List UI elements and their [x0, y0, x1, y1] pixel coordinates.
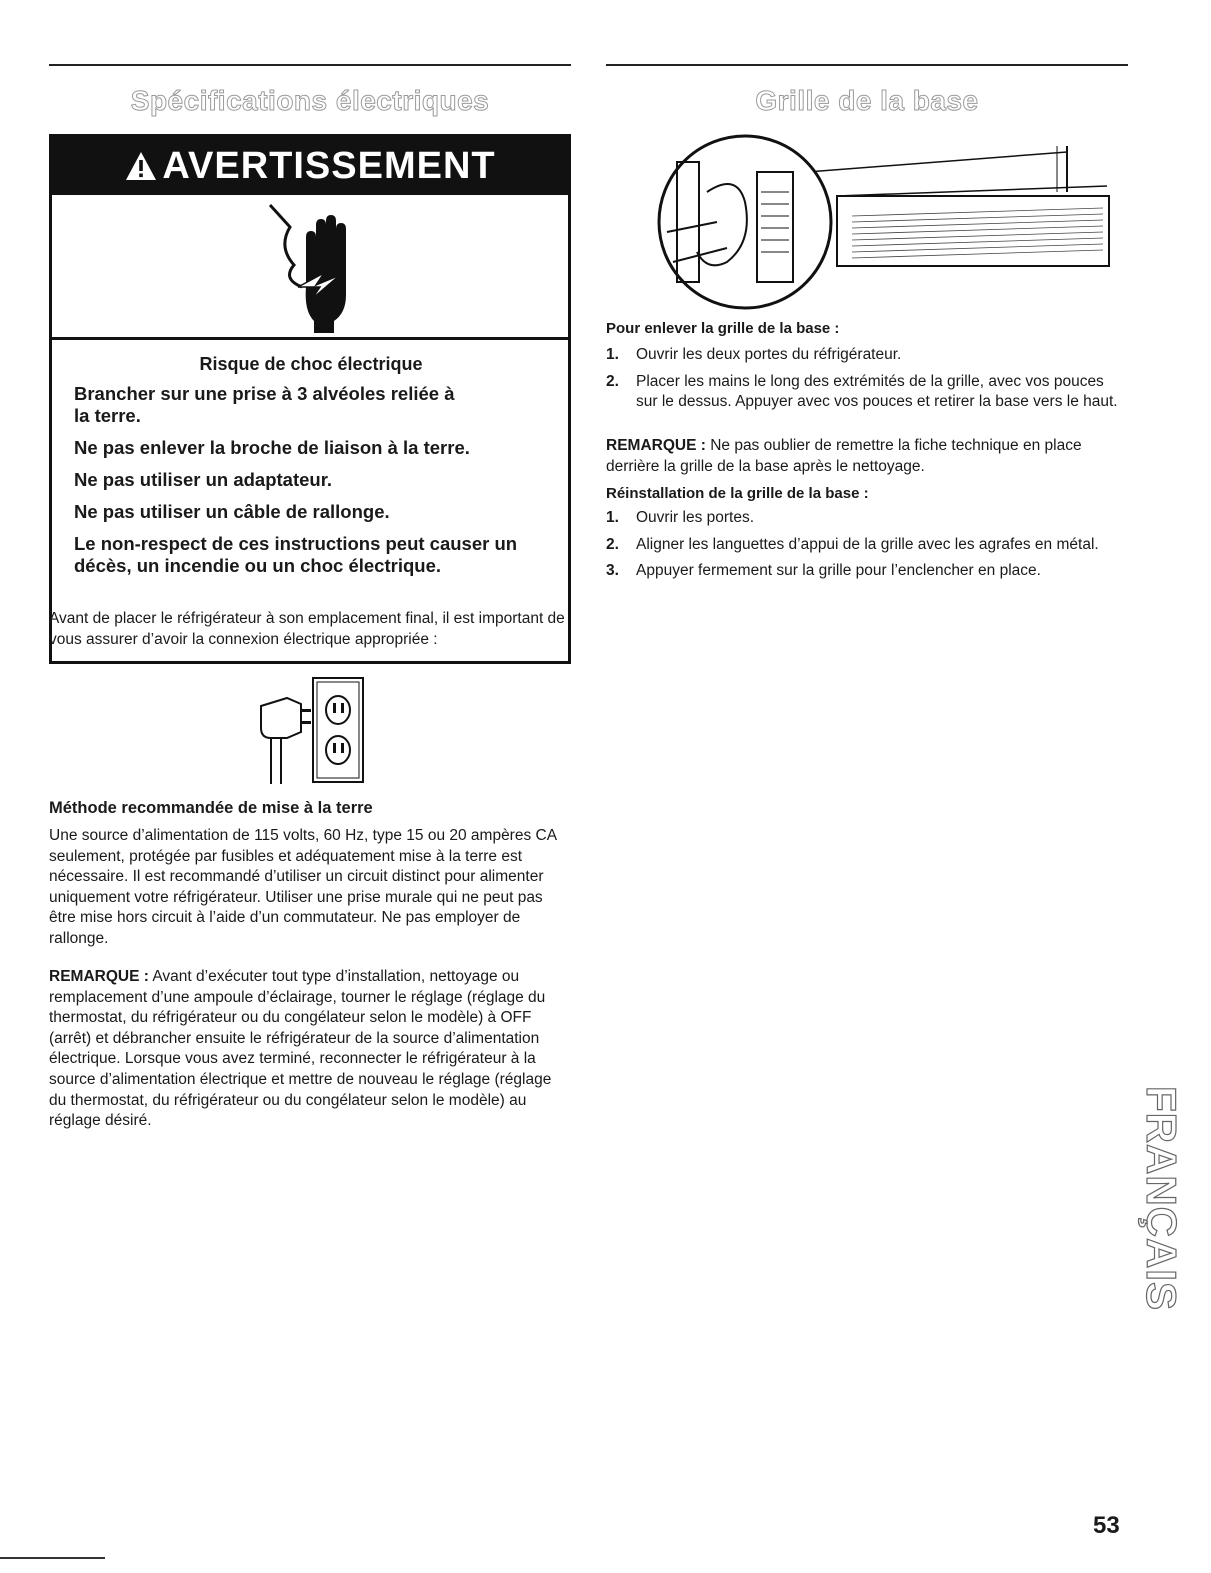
grounded-outlet-illustration: [257, 676, 367, 788]
language-side-tab: [1137, 1084, 1187, 1349]
step-text: Aligner les languettes d’appui de la grille avec les agrafes en métal.: [636, 535, 1099, 553]
list-item: [606, 508, 1128, 529]
step-text: Ouvrir les portes.: [636, 509, 755, 526]
section-title-grille: Grille de la base: [755, 85, 979, 116]
right-column: [606, 64, 1128, 580]
section-rule: [606, 64, 1128, 66]
page-number: 53: [1093, 1512, 1120, 1539]
footer-rule: [0, 1557, 105, 1559]
list-item: [606, 372, 1128, 413]
list-item: [606, 345, 1128, 366]
remove-heading: Pour enlever la grille de la base :: [606, 320, 840, 337]
remove-steps: [606, 345, 1128, 419]
warning-text: [52, 340, 568, 577]
warning-line: Ne pas enlever la broche de liaison à la terre.: [74, 437, 470, 458]
note-text: Ne pas oublier de remettre la fiche technique en place derrière la grille de la base après le nettoyage.: [606, 437, 1082, 475]
step-text: Placer les mains le long des extrémités de la grille, avec vos pouces sur le dessus. Appuyer avec vos pouces et retirer la base vers le haut.: [636, 372, 1118, 411]
step-number: 2.: [606, 372, 619, 390]
warning-header: [52, 137, 568, 195]
note-label: REMARQUE :: [606, 437, 706, 454]
note-paragraph: [606, 436, 1128, 477]
shock-hazard-icon: [52, 195, 568, 340]
list-item: [606, 561, 1128, 582]
install-heading: Réinstallation de la grille de la base :: [606, 485, 869, 502]
warning-box: [49, 134, 571, 664]
grounding-title: Méthode recommandée de mise à la terre: [49, 799, 373, 817]
grounding-paragraph: Une source d’alimentation de 115 volts, 60 Hz, type 15 ou 20 ampères CA seulement, protégée par fusibles et adéquatement mise à la terre est nécessaire. Il est recommandé d’utiliser un circuit distinct pour alimenter uniquement votre réfrigérateur. Utiliser une prise murale qui ne peut pas être mise hors circuit à l’aide d’un commutateur. Ne pas employer de rallonge.: [49, 827, 557, 947]
warning-heading: AVERTISSEMENT: [162, 144, 496, 187]
warning-line: Ne pas utiliser un câble de rallonge.: [74, 501, 390, 522]
note-paragraph: [49, 967, 571, 1132]
note-text: Avant d’exécuter tout type d’installation, nettoyage ou remplacement d’une ampoule d’éclairage, tourner le réglage (réglage du thermostat, du réfrigérateur ou du congélateur selon le modèle) à OFF (arrêt) et débrancher ensuite le réfrigérateur de la source d’alimentation électrique. Lorsque vous avez terminé, reconnecter le réfrigérateur à la source d’alimentation électrique et mettre de nouveau le réglage (réglage du thermostat, du réfrigérateur ou du congélateur selon le modèle) au réglage désiré.: [49, 968, 552, 1130]
step-text: Ouvrir les deux portes du réfrigérateur.: [636, 346, 902, 363]
language-side-text: FRANÇAIS: [1138, 1086, 1185, 1311]
warning-risk: Risque de choc électrique: [199, 354, 423, 374]
warning-line: Le non-respect de ces instructions peut causer un décès, un incendie ou un choc électrique.: [74, 533, 518, 576]
note-label: REMARQUE :: [49, 968, 149, 985]
warning-line: Ne pas utiliser un adaptateur.: [74, 469, 333, 490]
step-number: 2.: [606, 535, 619, 553]
warning-triangle-icon: [124, 150, 158, 182]
list-item: [606, 535, 1128, 556]
section-title-electrical: Spécifications électriques: [130, 85, 490, 116]
section-rule: [49, 64, 571, 66]
step-text: Appuyer fermement sur la grille pour l’enclencher en place.: [636, 562, 1041, 580]
intro-paragraph: Avant de placer le réfrigérateur à son emplacement final, il est important de vous assurer d’avoir la connexion électrique appropriée :: [49, 610, 565, 648]
base-grille-illustration: [637, 132, 1113, 312]
step-number: 1.: [606, 346, 619, 363]
warning-line: Brancher sur une prise à 3 alvéoles reliée à la terre.: [74, 383, 455, 426]
step-number: 1.: [606, 509, 619, 526]
left-column: [49, 64, 571, 1130]
install-steps: [606, 508, 1128, 588]
step-number: 3.: [606, 562, 619, 580]
